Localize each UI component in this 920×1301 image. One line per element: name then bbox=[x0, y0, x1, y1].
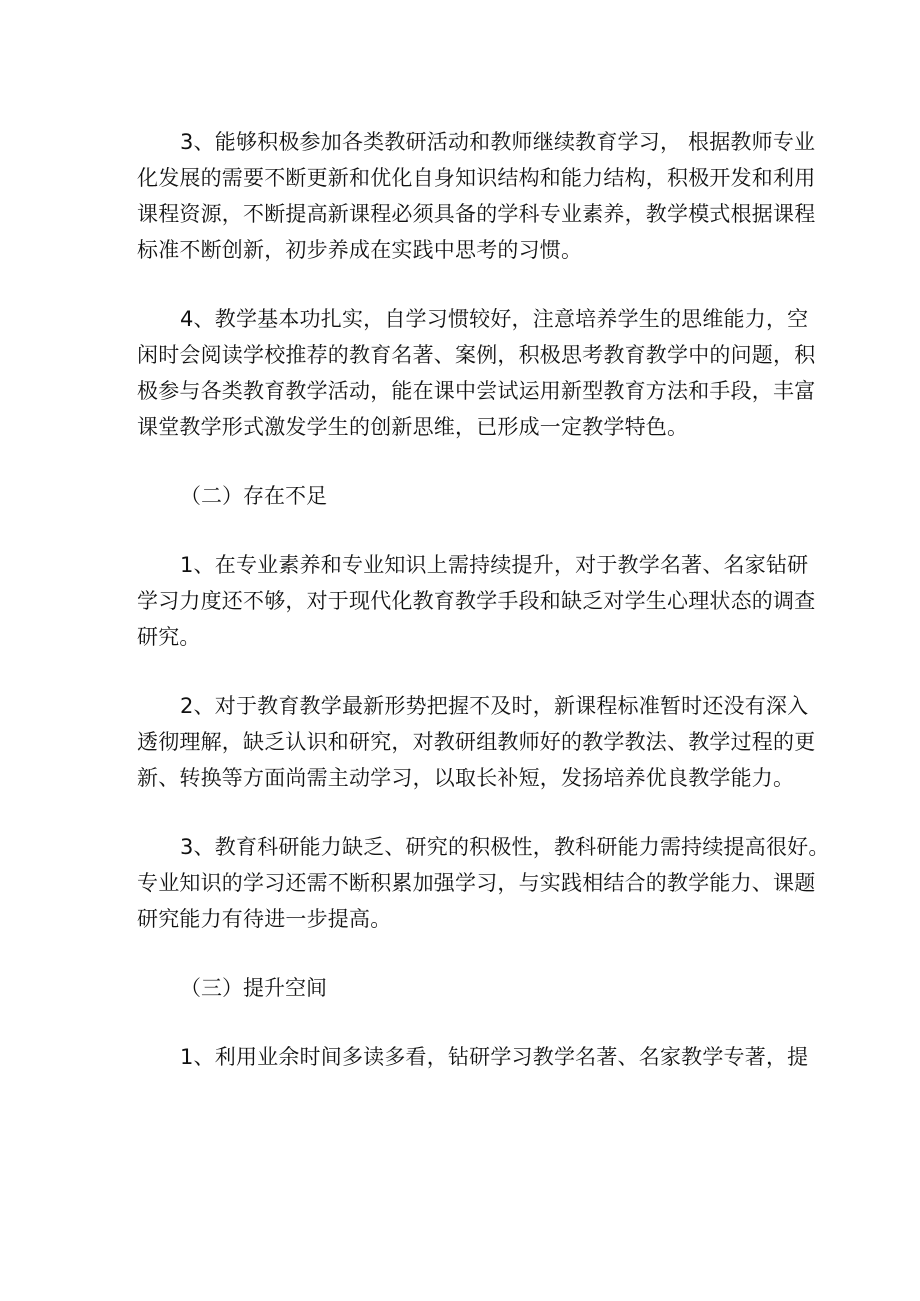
section-heading-improvement: （三）提升空间 bbox=[180, 976, 327, 1000]
text-line: 课程资源，不断提高新课程必须具备的学科专业素养，教学模式根据课程 bbox=[137, 202, 816, 226]
text-line: 3、能够积极参加各类教研活动和教师继续教育学习， 根据教师专业 bbox=[180, 130, 816, 154]
text-line: 化发展的需要不断更新和优化自身知识结构和能力结构，积极开发和利用 bbox=[137, 166, 816, 190]
text-line: 1、利用业余时间多读多看，钻研学习教学名著、名家教学专著，提 bbox=[180, 1045, 809, 1069]
text-line: 课堂教学形式激发学生的创新思维，已形成一定教学特色。 bbox=[137, 415, 689, 439]
document-page bbox=[137, 124, 830, 1108]
improvement-item-1 bbox=[137, 1039, 809, 1075]
paragraph-item-4 bbox=[137, 301, 816, 445]
text-line: 闲时会阅读学校推荐的教育名著、案例，积极思考教育教学中的问题，积 bbox=[137, 343, 816, 367]
text-line: 透彻理解，缺乏认识和研究，对教研组教师好的教学教法、教学过程的更 bbox=[137, 730, 816, 754]
text-line: 3、教育科研能力缺乏、研究的积极性，教科研能力需持续提高很好。 bbox=[180, 835, 830, 859]
text-line: 研究。 bbox=[137, 625, 201, 649]
shortcoming-item-2 bbox=[137, 688, 816, 796]
text-line: 4、教学基本功扎实，自学习惯较好，注意培养学生的思维能力，空 bbox=[180, 307, 809, 331]
text-line: 研究能力有待进一步提高。 bbox=[137, 907, 392, 931]
text-line: 1、在专业素养和专业知识上需持续提升，对于教学名著、名家钻研 bbox=[180, 553, 809, 577]
shortcoming-item-1 bbox=[137, 547, 816, 655]
text-line: 学习力度还不够，对于现代化教育教学手段和缺乏对学生心理状态的调查 bbox=[137, 589, 816, 613]
text-line: 2、对于教育教学最新形势把握不及时，新课程标准暂时还没有深入 bbox=[180, 694, 809, 718]
text-line: 专业知识的学习还需不断积累加强学习，与实践相结合的教学能力、课题 bbox=[137, 871, 816, 895]
paragraph-item-3 bbox=[137, 124, 816, 268]
text-line: 新、转换等方面尚需主动学习，以取长补短，发扬培养优良教学能力。 bbox=[137, 766, 795, 790]
shortcoming-item-3 bbox=[137, 829, 830, 937]
section-heading-shortcomings: （二）存在不足 bbox=[180, 484, 327, 508]
text-line: 标准不断创新，初步养成在实践中思考的习惯。 bbox=[137, 238, 583, 262]
text-line: 极参与各类教育教学活动，能在课中尝试运用新型教育方法和手段，丰富 bbox=[137, 379, 816, 403]
